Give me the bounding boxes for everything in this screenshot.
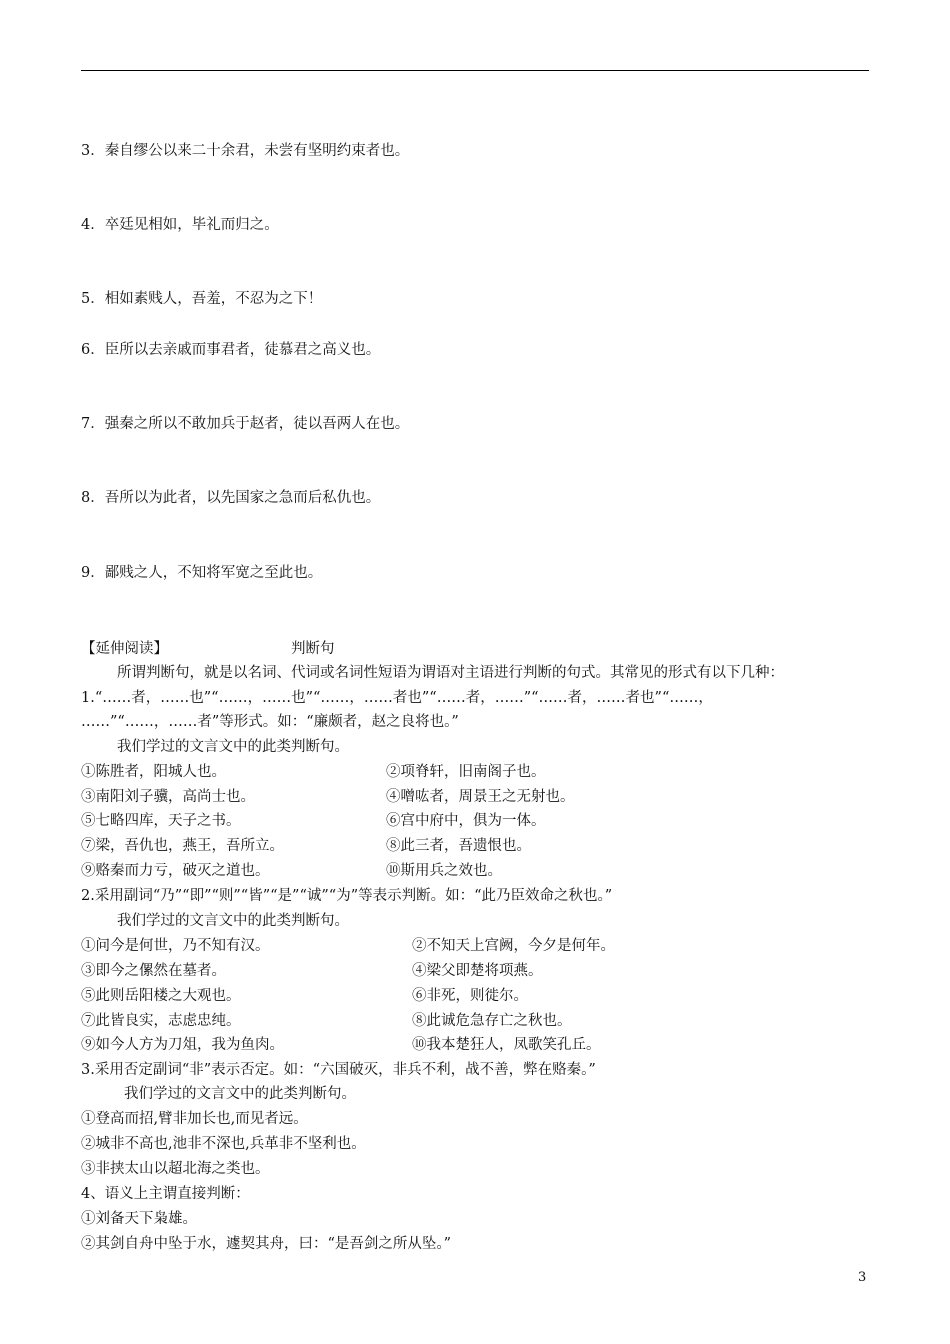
form3-example: ①登高而招,臂非加长也,而见者远。 [81, 1111, 308, 1127]
example-right: ⑧此三者，吾遗恨也。 [386, 838, 531, 854]
form2-example-row [81, 1011, 572, 1031]
form2-example-row [81, 1035, 601, 1055]
form1-line1: 1.“……者，……也”“……，……也”“……，……者也”“……者，……”“……者，……者也”“……， [81, 690, 713, 706]
example-left: ①陈胜者，阳城人也。 [81, 764, 226, 780]
example-left: ⑨赂秦而力亏，破灭之道也。 [81, 863, 270, 879]
form1-example-row [81, 787, 575, 807]
example-right: ④梁父即楚将项燕。 [412, 963, 543, 979]
form4-example: ①刘备天下枭雄。 [81, 1211, 197, 1227]
example-right: ②不知天上宫阙，今夕是何年。 [412, 938, 615, 954]
form4-line: 4、语义上主谓直接判断： [81, 1186, 250, 1202]
question-5: 5．相如素贱人，吾羞，不忍为之下！ [81, 291, 323, 307]
example-right: ⑩我本楚狂人，凤歌笑孔丘。 [412, 1037, 601, 1053]
header-rule [81, 70, 869, 71]
form4-example: ②其剑自舟中坠于水，遽契其舟，曰：“是吾剑之所从坠。” [81, 1236, 452, 1252]
question-4: 4．卒廷见相如，毕礼而归之。 [81, 217, 279, 233]
example-left: ①问今是何世，乃不知有汉。 [81, 938, 270, 954]
question-8: 8．吾所以为此者，以先国家之急而后私仇也。 [81, 490, 381, 506]
section-title: 判断句 [291, 641, 335, 657]
form2-example-row [81, 936, 615, 956]
example-right: ⑩斯用兵之效也。 [386, 863, 502, 879]
form3-example: ③非挟太山以超北海之类也。 [81, 1161, 270, 1177]
example-left: ③南阳刘子骥，高尚士也。 [81, 789, 255, 805]
example-right: ④噌吰者，周景王之无射也。 [386, 789, 575, 805]
page-number: 3 [858, 1270, 867, 1285]
example-left: ⑦梁，吾仇也，燕王，吾所立。 [81, 838, 284, 854]
form3-example: ②城非不高也,池非不深也,兵革非不坚利也。 [81, 1136, 366, 1152]
form1-example-row [81, 762, 546, 782]
form1-example-row [81, 836, 531, 856]
question-7: 7．强秦之所以不敢加兵于赵者，徒以吾两人在也。 [81, 416, 410, 432]
question-3: 3．秦自缪公以来二十余君，未尝有坚明约束者也。 [81, 143, 410, 159]
form2-example-row [81, 961, 543, 981]
section-intro: 所谓判断句，就是以名词、代词或名词性短语为谓语对主语进行判断的句式。其常见的形式有以下几种： [117, 665, 784, 681]
example-right: ⑥宫中府中，俱为一体。 [386, 813, 546, 829]
example-left: ⑤此则岳阳楼之大观也。 [81, 988, 241, 1004]
example-right: ⑧此诚危急存亡之秋也。 [412, 1013, 572, 1029]
question-9: 9．鄙贱之人，不知将军宽之至此也。 [81, 565, 323, 581]
form2-example-row [81, 986, 528, 1006]
question-6: 6．臣所以去亲戚而事君者，徒慕君之高义也。 [81, 342, 381, 358]
form1-example-row [81, 811, 546, 831]
example-right: ②项脊轩，旧南阁子也。 [386, 764, 546, 780]
example-left: ③即今之傫然在墓者。 [81, 963, 226, 979]
form2-line: 2.采用副词“乃”“即”“则”“皆”“是”“诚”“为”等表示判断。如：“此乃臣效命之秋也。” [81, 888, 613, 904]
form3-line: 3.采用否定副词“非”表示否定。如：“六国破灭，非兵不利，战不善，弊在赂秦。” [81, 1062, 596, 1078]
section-heading [81, 639, 481, 659]
example-left: ⑦此皆良实，志虑忠纯。 [81, 1013, 241, 1029]
form1-line2: ……”“……，……者”等形式。如：“廉颇者，赵之良将也。” [81, 714, 459, 730]
example-right: ⑥非死，则徙尔。 [412, 988, 528, 1004]
example-left: ⑨如今人方为刀俎，我为鱼肉。 [81, 1037, 284, 1053]
form1-lead: 我们学过的文言文中的此类判断句。 [117, 739, 349, 755]
form1-example-row [81, 861, 502, 881]
form2-lead: 我们学过的文言文中的此类判断句。 [117, 913, 349, 929]
section-label: 【延伸阅读】 [81, 641, 168, 657]
example-left: ⑤七略四库，天子之书。 [81, 813, 241, 829]
form3-lead: 我们学过的文言文中的此类判断句。 [124, 1086, 356, 1102]
